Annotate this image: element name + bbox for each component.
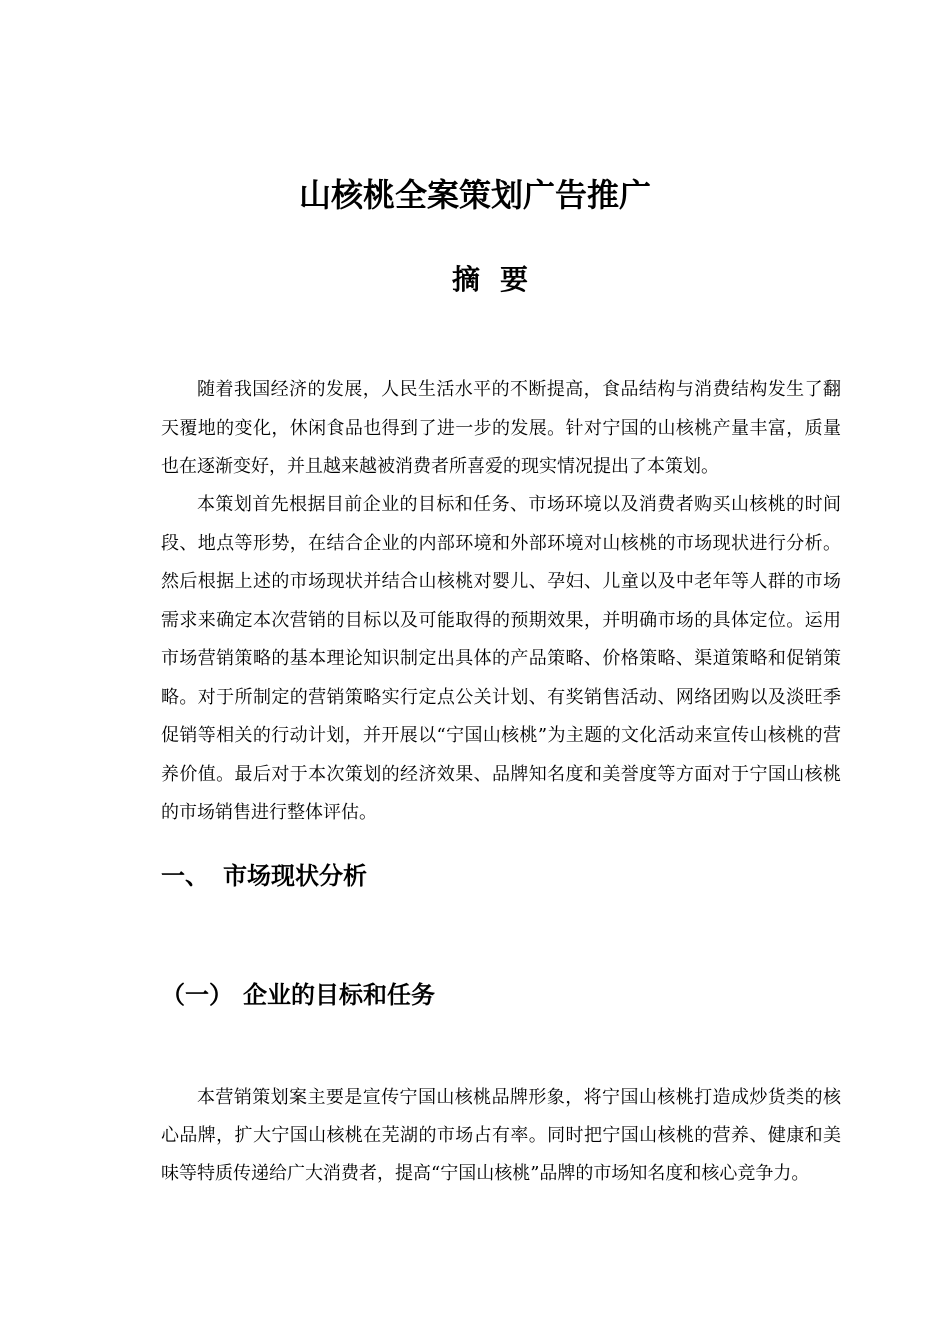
section-title: 市场现状分析 bbox=[223, 862, 367, 890]
section-heading-market-analysis bbox=[161, 856, 367, 891]
abstract-paragraph-1: 随着我国经济的发展，人民生活水平的不断提高，食品结构与消费结构发生了翻天覆地的变化，休闲食品也得到了进一步的发展。针对宁国的山核桃产量丰富，质量也在逐渐变好，并且越来越被消费者所喜爱的现实情况提出了本策划。 bbox=[161, 379, 841, 477]
abstract-heading: 摘要 bbox=[451, 263, 548, 296]
abstract-paragraph-2: 本策划首先根据目前企业的目标和任务、市场环境以及消费者购买山核桃的时间段、地点等形势，在结合企业的内部环境和外部环境对山核桃的市场现状进行分析。然后根据上述的市场现状并结合山核桃对婴儿、孕妇、儿童以及中老年等人群的市场需求来确定本次营销的目标以及可能取得的预期效果，并明确市场的具体定位。运用市场营销策略的基本理论知识制定出具体的产品策略、价格策略、渠道策略和促销策略。对于所制定的营销策略实行定点公关计划、有奖销售活动、网络团购以及淡旺季促销等相关的行动计划，并开展以“宁国山核桃”为主题的文化活动来宣传山核桃的营养价值。最后对于本次策划的经济效果、品牌知名度和美誉度等方面对于宁国山核桃的市场销售进行整体评估。 bbox=[161, 494, 841, 823]
subsection-number: （一） bbox=[161, 981, 233, 1009]
subsection-heading-goals bbox=[161, 975, 435, 1010]
document-title: 山核桃全案策划广告推广 bbox=[298, 176, 651, 214]
section-number: 一、 bbox=[161, 862, 209, 890]
subsection-title: 企业的目标和任务 bbox=[243, 981, 435, 1009]
subsection-paragraph: 本营销策划案主要是宣传宁国山核桃品牌形象，将宁国山核桃打造成炒货类的核心品牌，扩大宁国山核桃在芜湖的市场占有率。同时把宁国山核桃的营养、健康和美味等特质传递给广大消费者，提高“宁国山核桃”品牌的市场知名度和核心竞争力。 bbox=[161, 1087, 841, 1185]
